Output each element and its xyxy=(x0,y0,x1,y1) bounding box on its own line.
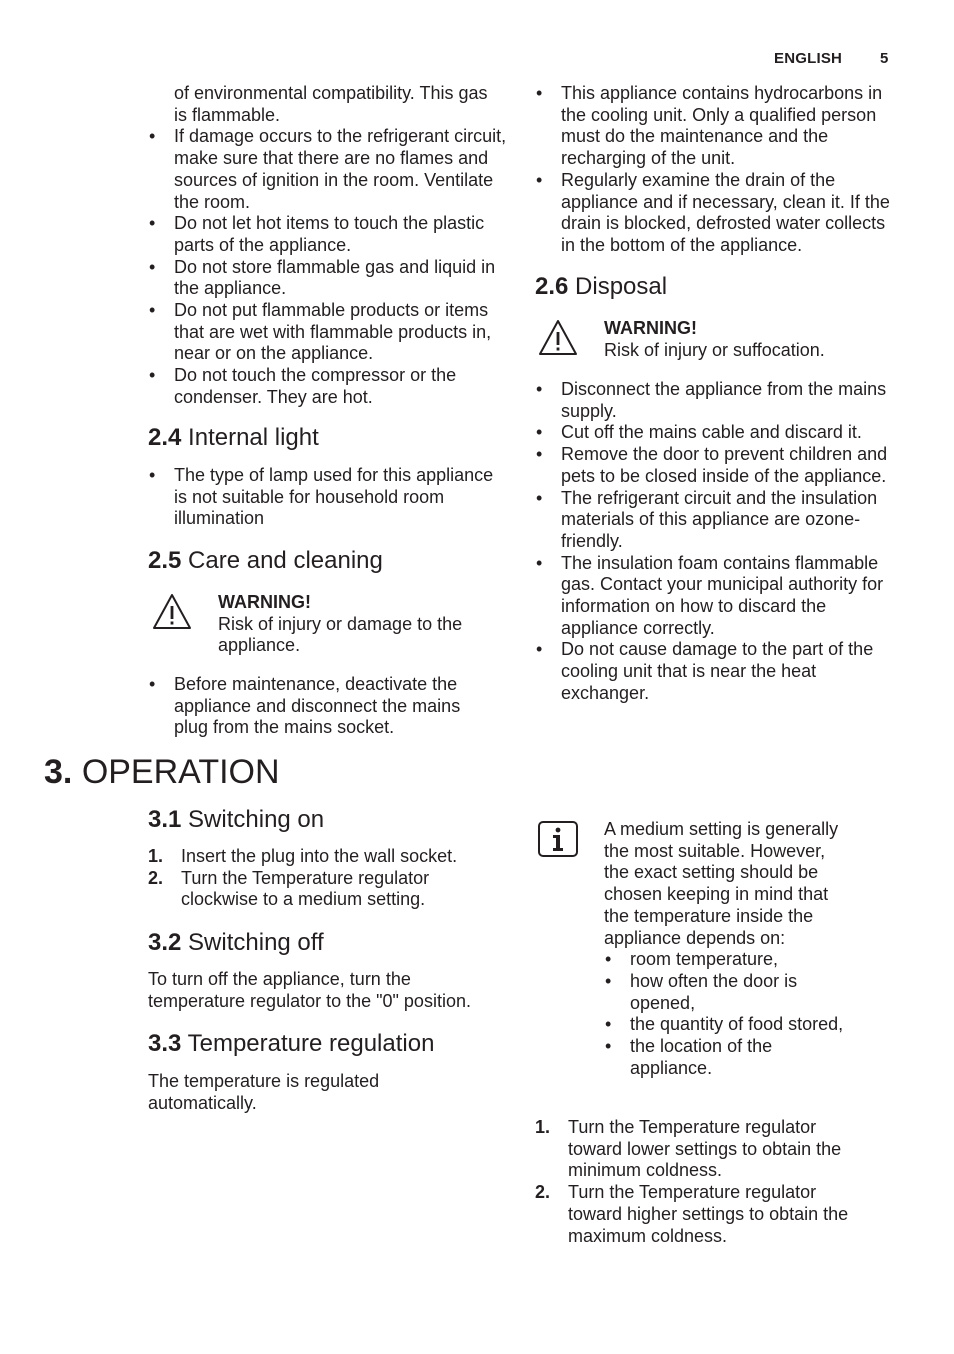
list-item xyxy=(148,868,493,911)
continuation-line-2: is flammable. xyxy=(174,104,281,125)
warning-title: WARNING! xyxy=(604,318,697,338)
warning-block xyxy=(218,592,468,657)
section-heading-3-1 xyxy=(148,806,324,834)
list-item: • Cut off the mains cable and discard it. xyxy=(535,422,895,444)
section-heading-2-5 xyxy=(148,547,383,575)
step-number: 2. xyxy=(148,867,164,888)
chapter-title: OPERATION xyxy=(81,753,280,791)
list-item: • Remove the door to prevent children and pets to be closed inside of the appliance. xyxy=(535,444,895,487)
section-heading-3-2 xyxy=(148,929,324,957)
warning-block xyxy=(604,318,894,361)
continuation-text xyxy=(148,83,510,126)
list-item xyxy=(535,1117,875,1182)
section-number: 3.2 xyxy=(148,929,182,956)
section-number: 2.5 xyxy=(148,547,182,574)
list-item: • If damage occurs to the refrigerant circuit, make sure that there are no flames and sources of ignition in the room. Ventilate the room. xyxy=(148,126,510,213)
step-text: Turn the Temperature regulator clockwise to a medium setting. xyxy=(181,867,430,910)
list-item: • This appliance contains hydrocarbons in the cooling unit. Only a qualified person must do the maintenance and the recharging of the unit. xyxy=(535,83,895,170)
internal-light-block xyxy=(148,465,510,530)
switching-off-text: To turn off the appliance, turn the temperature regulator to the "0" position. xyxy=(148,969,471,1011)
warning-text: Risk of injury or damage to the appliance. xyxy=(218,613,463,656)
list-item: • Do not let hot items to touch the plastic parts of the appliance. xyxy=(148,213,510,256)
list-item: • The insulation foam contains flammable gas. Contact your municipal authority for information on how to discard the appliance correctly. xyxy=(535,553,895,640)
warning-icon xyxy=(537,318,579,358)
list-item xyxy=(148,846,493,868)
section-title: Temperature regulation xyxy=(187,1030,435,1057)
care-bullets xyxy=(148,674,498,739)
list-item: • Do not touch the compressor or the condenser. They are hot. xyxy=(148,365,510,408)
list-item: • The type of lamp used for this appliance is not suitable for household room illumination xyxy=(148,465,510,530)
step-number: 1. xyxy=(535,1117,551,1137)
chapter-number: 3. xyxy=(44,753,73,791)
list-item: • Do not store flammable gas and liquid in the appliance. xyxy=(148,257,510,300)
list-item: • Do not put flammable products or items that are wet with flammable products in, near or on the appliance. xyxy=(148,300,510,365)
list-item: • Disconnect the appliance from the mains supply. xyxy=(535,379,895,422)
step-text: Turn the Temperature regulator toward higher settings to obtain the maximum coldness. xyxy=(568,1182,849,1246)
list-item: • Before maintenance, deactivate the appliance and disconnect the mains plug from the mains socket. xyxy=(148,674,498,739)
section-heading-2-4 xyxy=(148,424,319,452)
list-item: • Regularly examine the drain of the appliance and if necessary, clean it. If the drain is blocked, defrosted water collects in the bottom of the appliance. xyxy=(535,170,895,257)
warning-icon xyxy=(151,592,193,632)
section-title: Internal light xyxy=(188,424,319,451)
step-number: 2. xyxy=(535,1182,551,1203)
section-title: Care and cleaning xyxy=(188,547,383,574)
list-item: • room temperature, xyxy=(604,949,854,971)
temperature-steps xyxy=(535,1117,875,1247)
right-top-block xyxy=(535,83,895,257)
list-item: • the quantity of food stored, xyxy=(604,1014,854,1036)
page-number: 5 xyxy=(880,50,889,67)
info-list xyxy=(604,949,854,1079)
step-text: Turn the Temperature regulator toward lower settings to obtain the minimum coldness. xyxy=(568,1117,842,1181)
section-number: 3.3 xyxy=(148,1030,182,1057)
section-title: Switching on xyxy=(188,806,325,833)
info-text: A medium setting is generally the most suitable. However, the exact setting should be chosen keeping in mind that the temperature inside the appliance depends on: xyxy=(604,819,839,948)
list-item: • Do not cause damage to the part of the cooling unit that is near the heat exchanger. xyxy=(535,639,895,704)
section-heading-2-6 xyxy=(535,273,667,301)
section-number: 2.6 xyxy=(535,273,569,300)
warning-title: WARNING! xyxy=(218,592,311,612)
section-title: Disposal xyxy=(575,273,668,300)
warning-text: Risk of injury or suffocation. xyxy=(604,339,825,360)
list-item: • how often the door is opened, xyxy=(604,971,854,1014)
switching-on-steps xyxy=(148,846,493,911)
step-text: Insert the plug into the wall socket. xyxy=(181,846,458,866)
list-item xyxy=(535,1182,875,1247)
disposal-bullets xyxy=(535,379,895,705)
section-number: 2.4 xyxy=(148,424,182,451)
chapter-heading xyxy=(44,753,280,791)
safety-bullet-list xyxy=(148,126,510,408)
header-language: ENGLISH xyxy=(774,50,843,67)
list-item: • the location of the appliance. xyxy=(604,1036,854,1079)
list-item: • The refrigerant circuit and the insulation materials of this appliance are ozone-friendly. xyxy=(535,488,895,553)
continuation-line-1: of environmental compatibility. This gas xyxy=(174,83,488,103)
step-number: 1. xyxy=(148,846,164,866)
section-number: 3.1 xyxy=(148,806,182,833)
section-title: Switching off xyxy=(188,929,324,956)
left-top-block xyxy=(148,83,510,409)
section-heading-3-3 xyxy=(148,1030,434,1058)
temperature-regulation-text: The temperature is regulated automatically. xyxy=(148,1071,380,1113)
info-icon xyxy=(537,820,579,860)
info-note xyxy=(604,819,854,1079)
